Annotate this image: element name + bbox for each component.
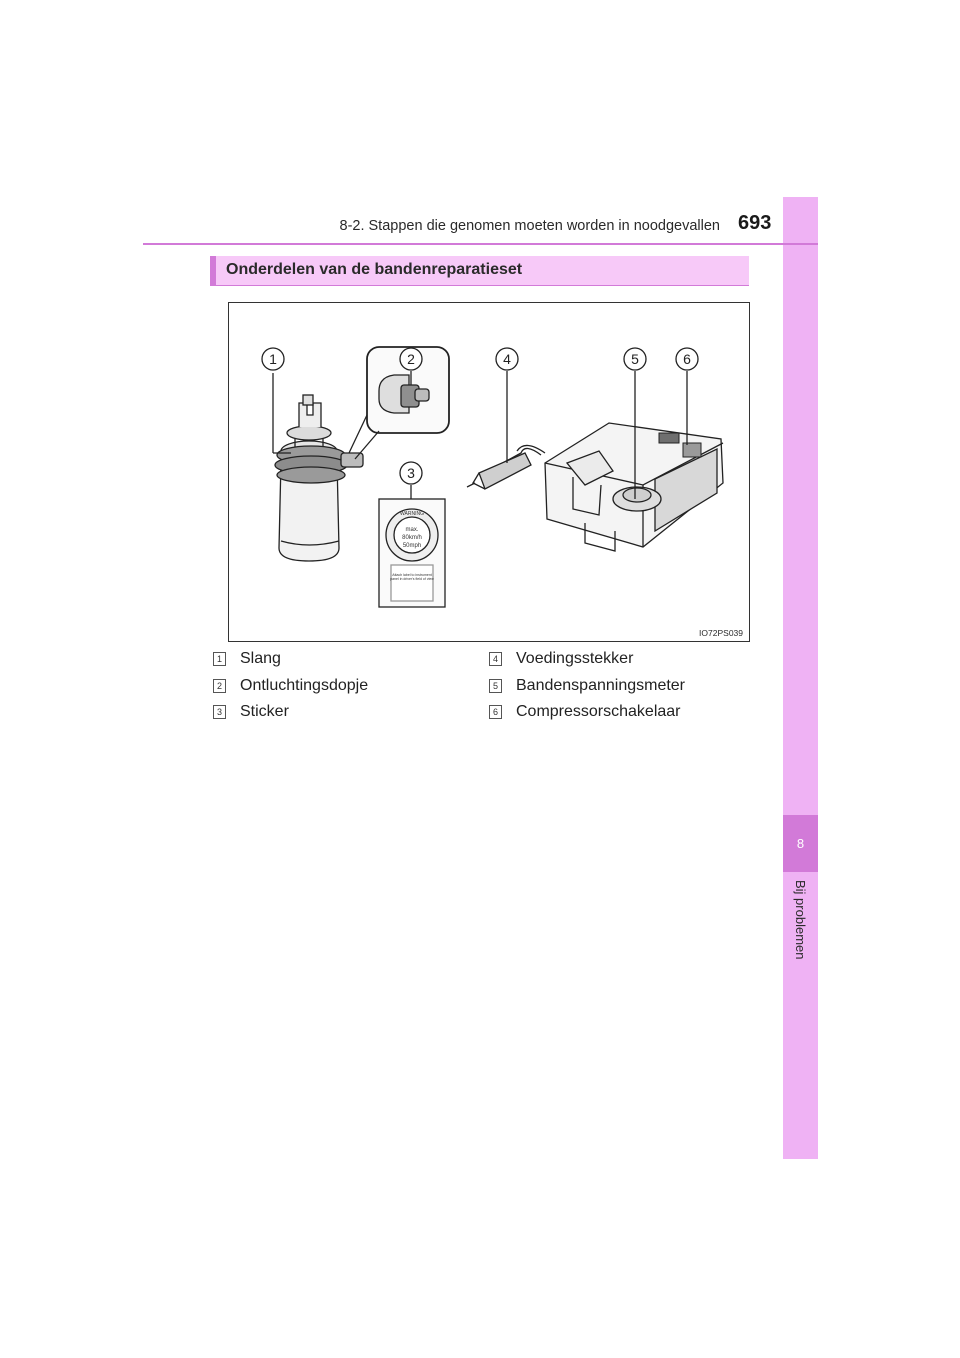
callout-2-label: 2	[407, 351, 415, 367]
section-heading-bar	[210, 256, 749, 286]
legend-number: 3	[213, 705, 226, 719]
callout-5-label: 5	[631, 351, 639, 367]
legend-item	[489, 702, 681, 722]
sticker-kmh: 80km/h	[402, 535, 422, 541]
repair-kit-figure	[228, 302, 750, 642]
legend-number: 4	[489, 652, 502, 666]
legend-item	[489, 676, 685, 696]
legend-label: Slang	[240, 650, 281, 667]
legend-label: Voedingsstekker	[516, 650, 634, 667]
legend-label: Compressorschakelaar	[516, 703, 681, 720]
legend-item	[213, 676, 368, 696]
sticker-mph: 50mph	[402, 543, 422, 549]
legend-number: 1	[213, 652, 226, 666]
bleed-cap-inset	[349, 347, 449, 459]
legend-label: Ontluchtingsdopje	[240, 677, 369, 694]
legend-number: 5	[489, 679, 502, 693]
callout-3-label: 3	[407, 465, 415, 481]
callout-1-label: 1	[269, 351, 277, 367]
compressor-unit	[545, 423, 723, 551]
chapter-side-tab	[783, 197, 818, 1159]
callout-4-label: 4	[503, 351, 511, 367]
legend-number: 6	[489, 705, 502, 719]
legend-number: 2	[213, 679, 226, 693]
sealant-bottle	[275, 395, 363, 561]
chapter-title: Bij problemen	[793, 880, 808, 960]
page-number: 693	[738, 212, 772, 234]
sticker-warning: WARNING	[400, 511, 424, 517]
sticker-note: Attach label to instrument panel in driver's field of view	[390, 573, 434, 581]
chapter-number: 8	[796, 836, 805, 851]
section-title: Onderdelen van de bandenreparatieset	[226, 261, 523, 278]
header-divider	[143, 243, 818, 245]
figure-code: IO72PS039	[699, 628, 743, 638]
legend-label: Sticker	[240, 703, 289, 720]
repair-kit-illustration	[229, 303, 749, 641]
callout-6-label: 6	[683, 351, 691, 367]
section-heading-mark	[210, 256, 216, 285]
legend-label: Bandenspanningsmeter	[516, 677, 686, 694]
chapter-number-tab[interactable]	[783, 815, 818, 872]
legend-item	[489, 649, 633, 669]
sticker-max: max.	[405, 527, 419, 533]
legend-item	[213, 702, 289, 722]
power-plug	[467, 445, 545, 489]
running-header: 8-2. Stappen die genomen moeten worden in noodgevallen	[339, 218, 720, 234]
legend-item	[213, 649, 281, 669]
